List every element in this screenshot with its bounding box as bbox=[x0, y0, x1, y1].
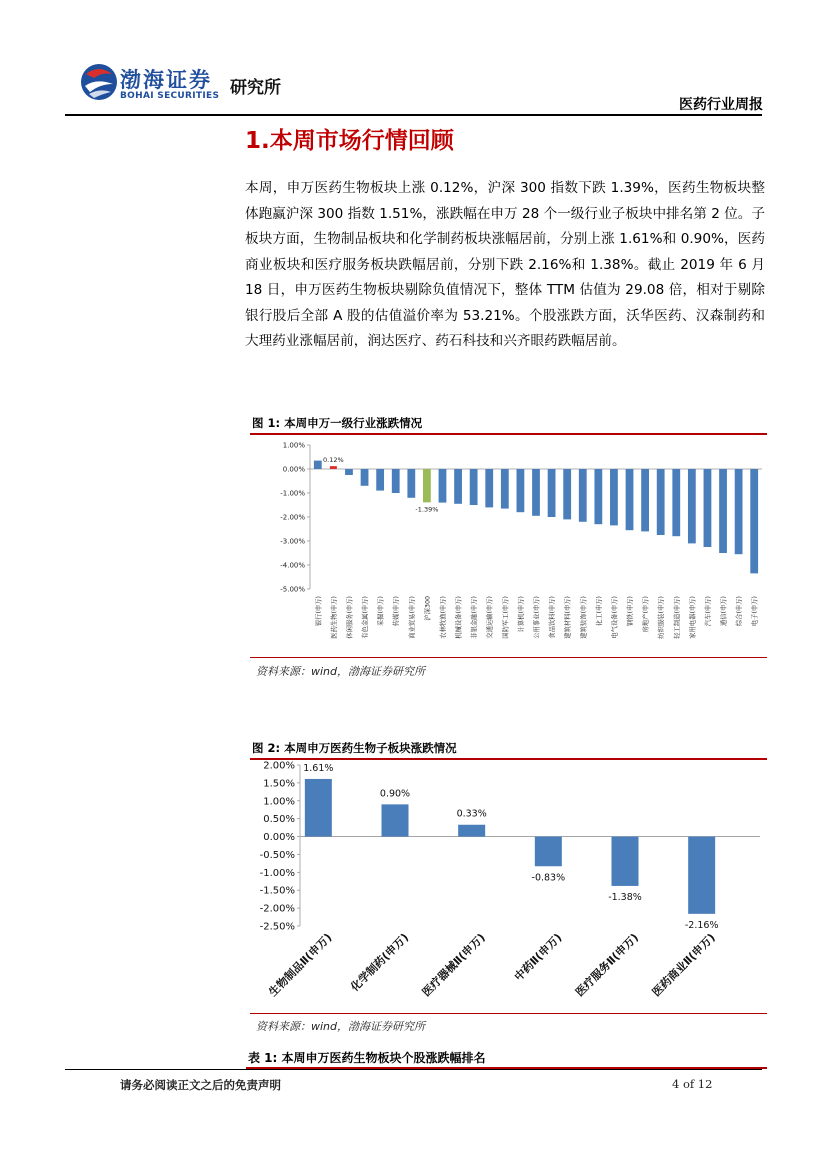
table1-title: 表 1: 本周申万医药生物板块个股涨跌幅排名 bbox=[248, 1051, 486, 1065]
chart2-y-tick-label: -2.00% bbox=[259, 903, 295, 915]
chart1-category-label: 公用事业(申万) bbox=[533, 596, 541, 639]
bohai-logo-icon bbox=[80, 62, 118, 102]
chart1-category-label: 机械设备(申万) bbox=[455, 596, 463, 639]
chart1-category-label: 银行(申万) bbox=[315, 596, 323, 627]
page-number: 4 of 12 bbox=[672, 1077, 713, 1091]
chart2-data-label: -0.83% bbox=[531, 872, 566, 884]
disclaimer-link[interactable]: 请务必阅读正文之后的免责声明 bbox=[120, 1078, 281, 1092]
chart1-bar bbox=[392, 469, 400, 493]
chart2-category-label: 医疗器械Ⅱ(申万) bbox=[419, 930, 488, 1000]
logo-chinese-name: 渤海证券 bbox=[120, 68, 212, 92]
chart1-category-label: 沪深300 bbox=[424, 596, 432, 621]
chart1-bar bbox=[626, 469, 634, 530]
chart1-bar bbox=[423, 469, 431, 502]
chart1-category-label: 医药生物(申万) bbox=[330, 596, 338, 639]
chart2-y-tick-label: 2.00% bbox=[263, 760, 295, 772]
subsector-change-chart bbox=[250, 760, 767, 1012]
chart1-bar bbox=[407, 469, 415, 498]
chart1-category-label: 传媒(申万) bbox=[393, 596, 401, 627]
figure2-title: 图 2: 本周申万医药生物子板块涨跌情况 bbox=[252, 741, 457, 755]
chart1-category-label: 房地产(申万) bbox=[642, 596, 650, 633]
chart1-category-label: 非银金融(申万) bbox=[471, 596, 479, 639]
figure1-source: 资料来源：wind，渤海证券研究所 bbox=[256, 665, 426, 678]
chart2-data-label: 0.33% bbox=[456, 808, 487, 820]
chart2-bar bbox=[305, 779, 332, 837]
chart1-bar bbox=[594, 469, 602, 524]
chart1-category-label: 电子(申万) bbox=[751, 596, 759, 627]
chart1-bar bbox=[454, 469, 462, 504]
chart1-category-label: 采掘(申万) bbox=[377, 596, 385, 627]
chart2-y-tick-label: 0.00% bbox=[263, 832, 295, 844]
chart1-y-tick-label: -1.00% bbox=[280, 489, 305, 498]
institute-name: 研究所 bbox=[230, 78, 281, 98]
chart1-y-tick-label: -4.00% bbox=[280, 561, 305, 570]
section-title: 1.本周市场行情回顾 bbox=[245, 128, 454, 154]
chart2-category-label: 化学制药(申万) bbox=[348, 930, 412, 994]
chart1-category-label: 交通运输(申万) bbox=[486, 596, 494, 639]
chart1-data-label: 0.12% bbox=[323, 456, 344, 465]
chart1-y-tick-label: -5.00% bbox=[280, 585, 305, 594]
body-paragraph: 本周，申万医药生物板块上涨 0.12%，沪深 300 指数下跌 1.39%，医药生物板块整体跑赢沪深 300 指数 1.51%，涨跌幅在申万 28 个一级行业子板块中排名第 2 位。子板块方面，生物制品板块和化学制药板块涨幅居前，分别上涨 1.61%和 0.90%，医药商业板块和医疗服务板块跌幅居前，分别下跌 2.16%和 1.38%。截止 2019 年 6 月 18 日，申万医药生物板块剔除负值情况下，整体 TTM 估值为 29.08 倍，相对于剔除银行股后全部 A 股的估值溢价率为 53.21%。个股涨跌方面，沃华医药、汉森制药和大理药业涨幅居前，润达医疗、药石科技和兴齐眼药跌幅居前。 bbox=[245, 180, 765, 349]
chart1-category-label: 国防军工(申万) bbox=[502, 596, 510, 639]
chart1-category-label: 建筑装饰(申万) bbox=[580, 596, 588, 639]
chart2-y-tick-label: -0.50% bbox=[259, 849, 295, 861]
chart2-data-label: -1.38% bbox=[608, 891, 642, 903]
chart2-bar bbox=[612, 837, 639, 886]
chart1-bar bbox=[641, 469, 649, 531]
chart2-category-label: 中药Ⅱ(申万) bbox=[511, 930, 565, 984]
chart1-bar bbox=[657, 469, 665, 535]
chart1-bar bbox=[517, 469, 525, 512]
chart1-bar bbox=[750, 469, 758, 573]
chart1-bar bbox=[735, 469, 743, 554]
footer-divider bbox=[65, 1069, 762, 1070]
chart1-category-label: 休闲服务(申万) bbox=[346, 596, 354, 639]
chart1-category-label: 汽车(申万) bbox=[704, 596, 712, 627]
chart1-bar bbox=[563, 469, 571, 519]
chart1-bar bbox=[345, 469, 353, 475]
chart2-data-label: 0.90% bbox=[379, 788, 411, 800]
chart2-bar bbox=[458, 825, 485, 837]
chart1-category-label: 家用电器(申万) bbox=[689, 596, 697, 639]
industry-change-chart bbox=[250, 436, 767, 656]
figure1-title: 图 1: 本周申万一级行业涨跌情况 bbox=[252, 416, 423, 430]
figure2-bottom-rule bbox=[250, 1013, 767, 1014]
chart1-category-label: 食品饮料(申万) bbox=[549, 596, 557, 639]
chart1-bar bbox=[548, 469, 556, 517]
chart1-category-label: 电气设备(申万) bbox=[611, 596, 619, 639]
chart1-bar bbox=[376, 469, 384, 491]
chart1-category-label: 农林牧渔(申万) bbox=[439, 596, 447, 639]
chart2-data-label: -2.16% bbox=[684, 919, 719, 931]
chart2-bar bbox=[688, 837, 715, 914]
chart1-category-label: 纺织服装(申万) bbox=[658, 596, 666, 639]
chart1-bar bbox=[579, 469, 587, 522]
logo-english-name: BOHAI SECURITIES bbox=[120, 91, 220, 101]
figure1-bottom-rule bbox=[250, 657, 767, 658]
figure2-source: 资料来源：wind，渤海证券研究所 bbox=[256, 1020, 426, 1033]
chart1-category-label: 钢铁(申万) bbox=[627, 596, 635, 627]
chart1-category-label: 轻工制造(申万) bbox=[673, 596, 681, 639]
chart1-bar bbox=[485, 469, 493, 507]
chart1-category-label: 有色金属(申万) bbox=[362, 596, 370, 639]
chart1-category-label: 化工(申万) bbox=[595, 596, 603, 627]
chart1-y-tick-label: -2.00% bbox=[280, 513, 305, 522]
chart1-bar bbox=[470, 469, 478, 505]
chart2-category-label: 医药商业Ⅱ(申万) bbox=[649, 930, 718, 1000]
chart2-y-tick-label: 1.50% bbox=[263, 778, 295, 790]
chart1-y-tick-label: -3.00% bbox=[280, 537, 305, 546]
chart1-category-label: 通信(申万) bbox=[720, 596, 728, 627]
chart1-bar bbox=[314, 461, 322, 469]
chart2-bar bbox=[535, 837, 562, 867]
chart2-y-tick-label: -2.50% bbox=[259, 921, 295, 933]
chart1-bar bbox=[361, 469, 369, 486]
chart2-y-tick-label: 0.50% bbox=[263, 814, 295, 826]
chart2-category-label: 生物制品Ⅱ(申万) bbox=[266, 930, 335, 1000]
report-type: 医药行业周报 bbox=[679, 97, 763, 113]
chart2-category-label: 医疗服务Ⅱ(申万) bbox=[573, 930, 642, 1000]
chart1-bar bbox=[672, 469, 680, 536]
figure1-top-rule bbox=[250, 433, 767, 435]
chart1-y-tick-label: 0.00% bbox=[282, 465, 305, 474]
chart1-bar bbox=[532, 469, 540, 516]
chart1-category-label: 计算机(申万) bbox=[517, 596, 525, 633]
chart1-category-label: 综合(申万) bbox=[736, 596, 744, 627]
chart2-data-label: 1.61% bbox=[303, 762, 334, 774]
chart2-y-tick-label: 1.00% bbox=[263, 796, 295, 808]
chart2-bar bbox=[382, 804, 409, 836]
chart2-y-tick-label: -1.50% bbox=[259, 885, 295, 897]
chart1-y-tick-label: 1.00% bbox=[282, 441, 305, 450]
chart1-bar bbox=[501, 469, 509, 509]
header-divider bbox=[65, 114, 762, 116]
chart1-bar bbox=[719, 469, 727, 553]
chart1-data-label: -1.39% bbox=[415, 505, 439, 514]
chart1-bar bbox=[704, 469, 712, 547]
chart1-category-label: 建筑材料(申万) bbox=[564, 596, 572, 639]
chart1-bar bbox=[330, 466, 337, 469]
chart1-bar bbox=[439, 469, 447, 503]
chart2-y-tick-label: -1.00% bbox=[259, 867, 295, 879]
chart1-bar bbox=[610, 469, 618, 525]
chart1-category-label: 商业贸易(申万) bbox=[408, 596, 416, 639]
chart1-bar bbox=[688, 469, 696, 543]
